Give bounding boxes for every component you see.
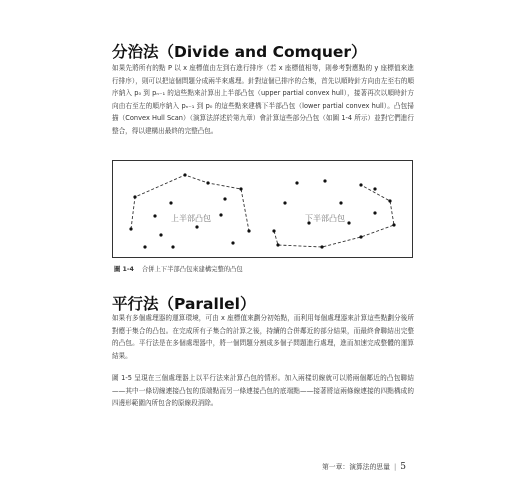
point <box>183 173 186 176</box>
footer-colon: ： <box>342 463 350 471</box>
footer-chapter: 第一章 <box>322 463 343 471</box>
point <box>195 225 198 228</box>
point <box>247 229 250 232</box>
point <box>159 233 162 236</box>
point <box>283 201 286 204</box>
point <box>295 181 298 184</box>
point <box>231 241 234 244</box>
point <box>129 227 132 230</box>
point <box>276 243 279 246</box>
point <box>169 201 172 204</box>
footer-chapter-title: 演算法的思量 <box>349 463 390 471</box>
point <box>223 197 226 200</box>
figure-caption-text: 合併上下半部凸包來建構完整的凸包 <box>141 266 243 273</box>
left-point-set <box>129 173 250 248</box>
point <box>206 181 209 184</box>
point <box>347 221 350 224</box>
point <box>219 213 222 216</box>
footer-separator: | <box>393 463 397 471</box>
point <box>359 183 362 186</box>
divide-and-conquer-paragraph: 如果先將所有的點 P 以 x 座標值由左到右進行排序（若 x 座標值相等，則參考對應點的 y 座標值來進行排序），則可以把這個問題分成兩半來處理。針對這個已排序的合集，首先以順時針方向由左至右的順序納入 p₀ 到 pₙ₋₁ 的這些點來計算出上半部凸包（upper partial convex hull），接著再次以順時針方向由右至左的順序納入 pₙ₋₁ 到 p₀ 的這些點來建構下半部凸包（lower partial convex hull）。凸包掃描（Convex Hull Scan）（演算法詳述於第九章）會計算這些部分凸包（如圖 1-4 所示）並對它們進行整合，得以建構出最終的完整凸包。 <box>112 64 414 135</box>
page-number: 5 <box>400 462 406 472</box>
upper-hull-label: 上半部凸包 <box>171 214 211 223</box>
convex-hull-diagram <box>113 161 414 259</box>
point <box>388 199 391 202</box>
section-title-divide-and-conquer: 分治法（Divide and Comquer） <box>112 43 367 61</box>
section-title-parallel: 平行法（Parallel） <box>112 295 256 313</box>
point <box>320 245 323 248</box>
point <box>239 187 242 190</box>
point <box>323 179 326 182</box>
point <box>153 214 156 217</box>
point <box>171 245 174 248</box>
point <box>272 229 275 232</box>
figure-1-4 <box>112 160 413 258</box>
point <box>373 187 376 190</box>
point <box>133 195 136 198</box>
lower-hull-label: 下半部凸包 <box>305 214 345 223</box>
point <box>359 235 362 238</box>
page-footer <box>322 461 406 472</box>
parallel-paragraph-2: 圖 1-5 呈現在三個處理器上以平行法來計算凸包的情形。加入兩樣切線就可以將兩個鄰近的凸包聯結——其中一條切線連接凸包的頂端點而另一條連接凸包的底端點——接著將這兩條線連接的四點構成的四邊形範圍內所包含的原線段消除。 <box>112 374 414 408</box>
point <box>143 245 146 248</box>
figure-number: 圖 1-4 <box>114 266 134 273</box>
point <box>373 211 376 214</box>
point <box>339 201 342 204</box>
parallel-paragraph-1: 如果有多個處理器的運算環境，可由 x 座標值來劃分初始點，而利用每個處理器來計算這些點劃分後所對應于集合的凸包。在完成所有子集合的計算之後，持續的合併鄰近的部分結果，而最終會聯結出完整的凸包。平行法是在多個處理器中，將一個問題分割成多個子問題進行處理，進而加速完成整體的運算結果。 <box>112 314 414 360</box>
point <box>392 223 395 226</box>
figure-caption <box>114 264 243 273</box>
